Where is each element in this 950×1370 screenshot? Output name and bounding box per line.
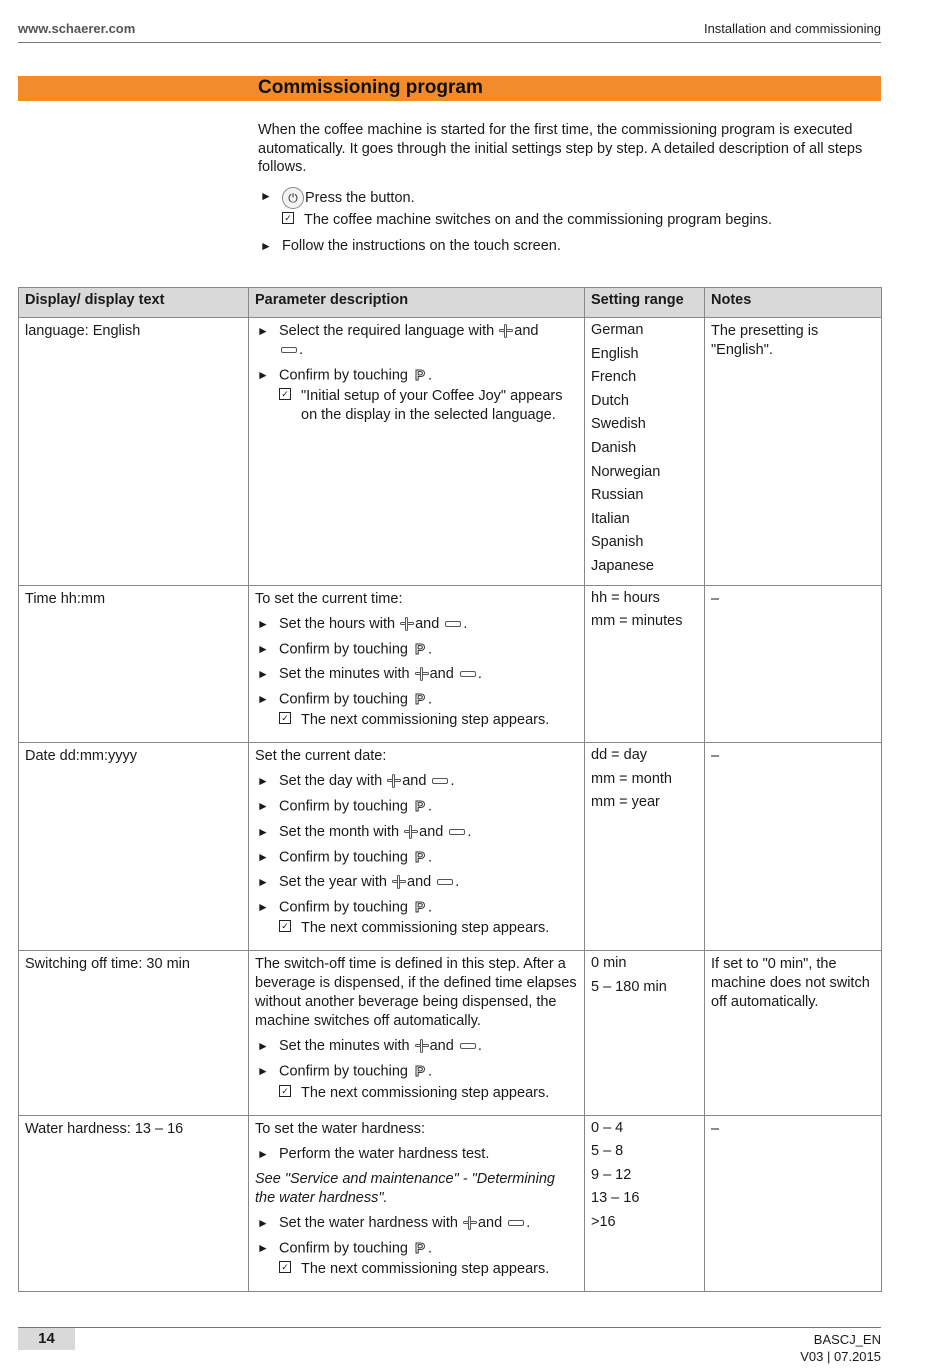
param-intro: To set the current time: [255, 590, 403, 607]
range-value: Swedish [591, 416, 646, 433]
arrow-icon: ► [257, 616, 269, 631]
header-divider [18, 42, 881, 43]
arrow-icon: ► [257, 324, 269, 338]
cell-range [585, 1115, 705, 1291]
table-row [19, 1115, 882, 1291]
minus-icon [508, 1220, 524, 1226]
result: ✓ The next commissioning step appears. [255, 1084, 578, 1103]
minus-icon [432, 778, 448, 784]
arrow-icon: ► [257, 799, 269, 814]
cell-range [585, 318, 705, 586]
cell-parameter [249, 951, 585, 1115]
doc-id: BASCJ_EN [813, 1332, 881, 1347]
range-value: mm = minutes [591, 613, 683, 630]
document-code [800, 1331, 881, 1365]
intro-paragraph: When the coffee machine is started for the first time, the commissioning program is executed automatically. It goes through the initial settings step by step. A detailed description of all steps follows. [258, 122, 863, 175]
table-row [19, 743, 882, 951]
plus-icon [404, 825, 418, 839]
table-row [19, 318, 882, 586]
range-value: hh = hours [591, 589, 660, 606]
plus-icon [387, 774, 401, 788]
p-button-icon: P [414, 1239, 425, 1257]
plus-icon [415, 1039, 429, 1053]
intro-result-1-text: The coffee machine switches on and the commissioning program begins. [304, 211, 773, 228]
range-value: 0 – 4 [591, 1119, 624, 1136]
step: ► Perform the water hardness test. [257, 1145, 490, 1162]
cross-reference: See "Service and maintenance" - "Determining the water hardness". [255, 1170, 555, 1206]
p-button-icon: P [414, 798, 425, 816]
p-button-icon: P [414, 690, 425, 708]
cell-range [585, 585, 705, 743]
result: ✓ The next commissioning step appears. [255, 711, 578, 730]
cell-parameter [249, 743, 585, 951]
page-title: Commissioning program [258, 77, 483, 98]
step: ► Set the year with and . [257, 873, 460, 890]
step: ► Set the hours with and . [257, 615, 468, 632]
step: ► Confirm by touching P . [257, 898, 433, 916]
footer-divider [18, 1327, 881, 1328]
plus-icon [415, 667, 429, 681]
arrow-icon: ► [260, 239, 272, 253]
param-intro: The switch-off time is defined in this step. After a beverage is dispensed, if the defined time elapses without another beverage being dispensed, the machine switches off automatically. [255, 956, 577, 1030]
range-value: >16 [591, 1213, 616, 1230]
cell-parameter [249, 585, 585, 743]
cell-display: language: English [19, 318, 249, 586]
arrow-icon: ► [257, 1064, 269, 1079]
step: ► Set the minutes with and . [257, 665, 482, 682]
minus-icon [460, 1043, 476, 1049]
cell-parameter [249, 318, 585, 586]
minus-icon [445, 621, 461, 627]
range-value: French [591, 369, 637, 386]
arrow-icon: ► [257, 368, 269, 382]
p-button-icon: P [414, 1063, 425, 1081]
range-value: Japanese [591, 557, 654, 574]
website-url[interactable]: www.schaerer.com [18, 21, 136, 36]
cell-range [585, 743, 705, 951]
cell-display: Water hardness: 13 – 16 [19, 1115, 249, 1291]
checkbox-icon: ✓ [279, 920, 291, 932]
plus-icon [400, 617, 414, 631]
plus-icon [499, 324, 513, 338]
arrow-icon: ► [257, 1215, 269, 1230]
checkbox-icon: ✓ [279, 388, 291, 400]
p-button-icon: P [414, 898, 425, 916]
arrow-icon: ► [257, 1146, 269, 1161]
minus-icon [449, 829, 465, 835]
range-value: Norwegian [591, 463, 661, 480]
p-button-icon: P [414, 367, 425, 384]
arrow-icon: ► [257, 1240, 269, 1255]
range-value: Italian [591, 510, 630, 527]
step: ► Confirm by touching P . [257, 798, 433, 816]
header-notes: Notes [705, 288, 882, 318]
arrow-icon: ► [257, 1039, 269, 1054]
checkbox-icon: ✓ [279, 1261, 291, 1273]
commissioning-table [18, 287, 882, 1292]
range-value: 13 – 16 [591, 1190, 640, 1207]
p-button-icon: P [414, 640, 425, 658]
range-value: Dutch [591, 392, 629, 409]
cell-parameter [249, 1115, 585, 1291]
cell-range [585, 951, 705, 1115]
step: ► Set the minutes with and . [257, 1038, 482, 1055]
intro-step-2 [258, 237, 882, 256]
arrow-icon: ► [257, 691, 269, 706]
table-header-row [19, 288, 882, 318]
cell-notes: – [705, 743, 882, 951]
step: ► Select the required language with and . [257, 323, 539, 358]
header-parameter: Parameter description [249, 288, 585, 318]
plus-icon [392, 875, 406, 889]
table-row [19, 951, 882, 1115]
range-value: mm = year [591, 794, 660, 811]
header-range: Setting range [585, 288, 705, 318]
minus-icon [281, 347, 297, 353]
range-value: 5 – 8 [591, 1143, 624, 1160]
cell-notes: – [705, 585, 882, 743]
power-button-icon: ⏻ [282, 187, 304, 209]
cell-display: Date dd:mm:yyyy [19, 743, 249, 951]
doc-version: V03 | 07.2015 [800, 1349, 881, 1364]
cell-display: Time hh:mm [19, 585, 249, 743]
section-title: Installation and commissioning [703, 21, 881, 36]
step: ► Set the water hardness with and . [257, 1214, 531, 1231]
range-value: Danish [591, 439, 637, 456]
step: ► Confirm by touching P . [257, 640, 433, 658]
cell-notes: The presetting is "English". [705, 318, 882, 586]
arrow-icon: ► [257, 641, 269, 656]
step: ► Confirm by touching P . [257, 1063, 433, 1081]
arrow-icon: ► [260, 188, 272, 203]
checkbox-icon: ✓ [282, 212, 294, 224]
intro-step-1 [258, 187, 882, 209]
range-value: mm = month [591, 770, 672, 787]
param-intro: Set the current date: [255, 748, 387, 765]
step: ► Confirm by touching P . [257, 690, 433, 708]
result: ✓ The next commissioning step appears. [255, 919, 578, 938]
arrow-icon: ► [257, 874, 269, 889]
minus-icon [437, 879, 453, 885]
step: ► Confirm by touching P . [257, 367, 433, 384]
p-button-icon: P [414, 848, 425, 866]
checkbox-icon: ✓ [279, 712, 291, 724]
arrow-icon: ► [257, 774, 269, 789]
title-bar [18, 76, 881, 101]
arrow-icon: ► [257, 666, 269, 681]
result: ✓ "Initial setup of your Coffee Joy" appears on the display in the selected language. [255, 387, 578, 425]
range-value: 0 min [591, 955, 627, 972]
range-value: German [591, 322, 644, 338]
step: ► Set the day with and . [257, 773, 455, 790]
step: ► Set the month with and . [257, 823, 472, 840]
range-value: English [591, 345, 639, 362]
step: ► Confirm by touching P . [257, 848, 433, 866]
intro-step-2-text: Follow the instructions on the touch screen. [282, 238, 561, 254]
table-row [19, 585, 882, 743]
header-display: Display/ display text [19, 288, 249, 318]
intro-result-1 [258, 211, 882, 230]
plus-icon [463, 1216, 477, 1230]
step: ► Confirm by touching P . [257, 1239, 433, 1257]
intro-section [258, 121, 882, 256]
minus-icon [460, 671, 476, 677]
range-value: Spanish [591, 534, 644, 551]
cell-display: Switching off time: 30 min [19, 951, 249, 1115]
arrow-icon: ► [257, 899, 269, 914]
param-intro: To set the water hardness: [255, 1120, 426, 1137]
range-value: Russian [591, 487, 644, 504]
arrow-icon: ► [257, 849, 269, 864]
range-value: 5 – 180 min [591, 978, 667, 995]
range-value: 9 – 12 [591, 1166, 632, 1183]
checkbox-icon: ✓ [279, 1085, 291, 1097]
result: ✓ The next commissioning step appears. [255, 1260, 578, 1279]
cell-notes: – [705, 1115, 882, 1291]
range-value: dd = day [591, 747, 648, 764]
page-number: 14 [18, 1328, 75, 1350]
cell-notes: If set to "0 min", the machine does not switch off automatically. [705, 951, 882, 1115]
intro-step-1-text: Press the button. [305, 189, 415, 206]
arrow-icon: ► [257, 824, 269, 839]
